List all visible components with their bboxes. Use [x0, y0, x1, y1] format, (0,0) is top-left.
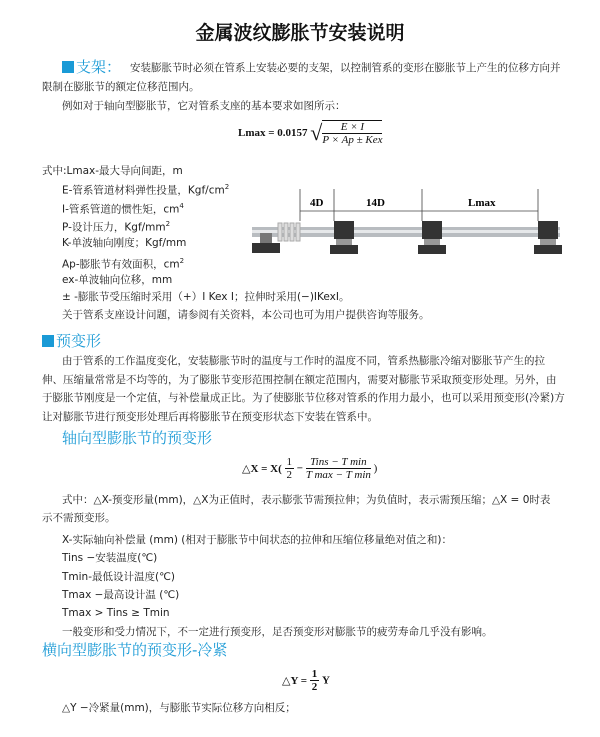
def-unit-exponent: 4 — [179, 201, 184, 210]
lateral-formula — [282, 668, 330, 693]
half-num: 1 — [311, 668, 318, 680]
half-fraction — [285, 456, 295, 481]
support-def — [62, 236, 186, 250]
half-fraction — [310, 668, 320, 693]
predeform-heading — [42, 332, 101, 350]
axial-def: X-实际轴向补偿量 (mm) (相对于膨胀节中间状态的拉伸和压缩位移量绝对值之和)： — [62, 534, 452, 546]
formula-rhs: Y — [322, 674, 330, 687]
support-def — [62, 199, 184, 217]
axial-def: Tmin-最低设计温度(℃) — [62, 570, 175, 583]
temp-num: Tins − T min — [306, 456, 371, 469]
def-unit-exponent: 2 — [179, 257, 185, 265]
support-def — [62, 180, 229, 198]
formula-lhs: △Y = — [282, 675, 308, 687]
lmax-formula — [238, 120, 382, 146]
square-bullet-icon — [62, 61, 74, 73]
close-paren: ) — [373, 462, 378, 475]
axial-formula — [242, 456, 377, 481]
dim-label-4d: 4D — [310, 197, 324, 209]
temp-den: T max − T min — [305, 469, 371, 481]
predeform-paragraph-line: 让对膨胀节进行预变形处理后再将膨胀节在预变形状态下安装在管系中。 — [42, 410, 378, 423]
predeform-heading-text: 预变形 — [56, 332, 102, 350]
dim-label-14d: 14D — [366, 197, 385, 209]
sqrt-sign: √ — [310, 120, 323, 145]
axial-def: Tmax > Tins ≥ Tmin — [62, 607, 170, 620]
support-heading-text: 支架： — [76, 58, 122, 76]
support-intro-1: 安装膨胀节时必须在管系上安装必要的支架，以控制管系的变形在膨胀节上产生的位移方向并 — [130, 62, 561, 74]
half-num: 1 — [286, 456, 293, 468]
formula-numerator: E × I — [322, 121, 382, 134]
support-intro-2: 限制在膨胀节的额定位移范围内。 — [42, 81, 200, 93]
def-unit-exponent: 2 — [165, 220, 171, 228]
def-text: Ap-膨胀节有效面积，cm — [62, 258, 180, 271]
support-def — [62, 254, 184, 272]
axial-def: 一般变形和受力情况下，不一定进行预变形，足否预变形对膨胀节的疲劳寿命几乎没有影响。 — [62, 625, 493, 638]
lateral-heading: 横向型膨胀节的预变形-冷紧 — [42, 641, 228, 659]
predeform-paragraph-line: 于膨胀节刚度是一个定值，与补偿量成正比。为了使膨胀节位移对管系的作用力最小，也可以采用预变形(冷紧)方 — [42, 392, 565, 404]
formula-fraction — [322, 120, 382, 146]
predeform-paragraph-line: 由于管系的工作温度变化，安装膨胀节时的温度与工作时的温度不同，管系热膨胀冷缩对膨胀节产生的拉 — [62, 355, 545, 367]
where-lmax: 式中:Lmax-最大导向间距，m — [42, 165, 183, 177]
sign-note: ± -膨胀节受压缩时采用（+）I Kex I；拉伸时采用(−)IKexI。 — [62, 291, 350, 303]
minus: − — [296, 462, 304, 475]
def-text: E-管系管道材料弹性投量，Kgf/cm — [62, 184, 225, 197]
half-den: 2 — [286, 469, 293, 481]
dim-label-lmax: Lmax — [468, 197, 496, 209]
axial-where-2: 示不需预变形。 — [42, 512, 116, 524]
formula-lhs: Lmax = 0.0157 — [238, 127, 308, 139]
support-heading — [62, 58, 121, 76]
axial-def: Tmax −最高设计温 (℃) — [62, 588, 180, 601]
half-den: 2 — [311, 681, 318, 693]
def-text: P-设计压力，Kgf/mm — [62, 221, 166, 234]
square-bullet-icon — [42, 335, 54, 347]
support-diagram — [248, 185, 564, 265]
def-unit-exponent: 2 — [224, 183, 230, 191]
dimension-lines — [300, 189, 538, 221]
page-title: 金属波纹膨胀节安装说明 — [195, 22, 405, 44]
predeform-paragraph-line: 伸、压缩量常常是不均等的，为了膨胀节变形范围控制在额定范围内，需要对膨胀节采取预变形处理。另外，由 — [42, 373, 557, 386]
consult-note: 关于管系支座设计问题，请参阅有关资料，本公司也可为用户提供咨询等服务。 — [62, 309, 430, 321]
fixed-support — [252, 243, 280, 253]
def-text: ex-单波轴向位移，mm — [62, 273, 173, 286]
def-text: K-单波轴向刚度；Kgf/mm — [62, 236, 187, 249]
formula-denominator: P × Ap ± Kex — [322, 134, 383, 146]
axial-def: Tins −安装温度(℃) — [62, 552, 158, 565]
support-def — [62, 217, 170, 235]
support-def — [62, 273, 172, 287]
def-text: I-管系管道的惯性矩，cm — [62, 203, 180, 215]
axial-where-1: 式中：△X-预变形量(mm)，△X为正值时，表示膨张节需预拉伸；为负值时，表示需预压缩；△X = 0时表 — [62, 494, 551, 506]
guide-supports — [330, 221, 562, 254]
temp-fraction — [306, 456, 371, 481]
formula-lhs: △X = X( — [242, 463, 282, 475]
axial-heading: 轴向型膨胀节的预变形 — [62, 429, 213, 447]
support-example: 例如对于轴向型膨胀节，它对管系支座的基本要求如图所示： — [62, 100, 346, 112]
lateral-def: △Y −冷紧量(mm)，与膨胀节实际位移方向相反； — [62, 702, 296, 714]
